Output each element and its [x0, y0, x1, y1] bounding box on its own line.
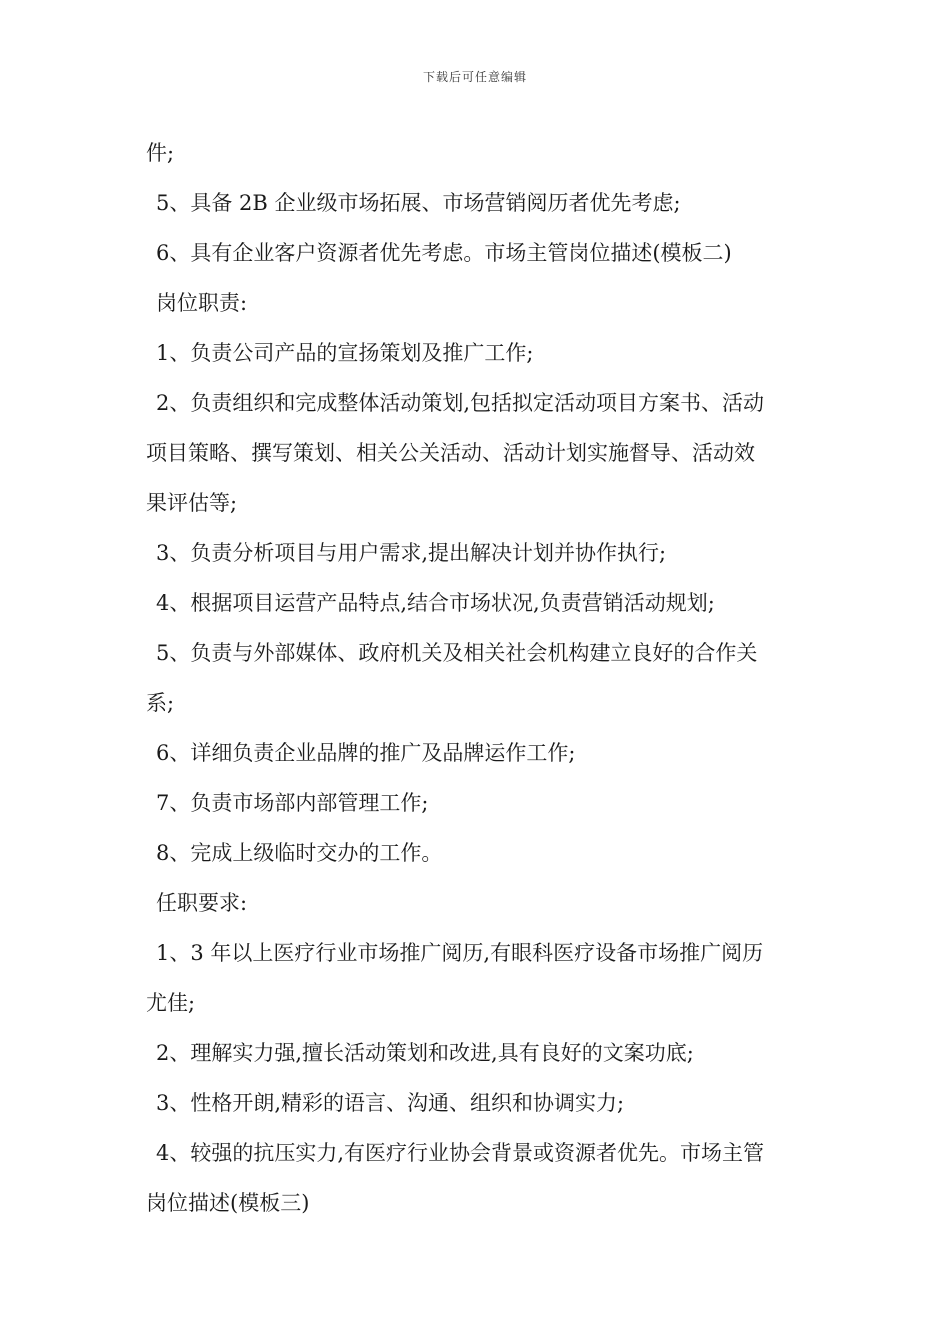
text-line: 尤佳; [146, 991, 196, 1015]
section-heading: 任职要求: [156, 891, 248, 915]
text-line: 件; [146, 141, 175, 165]
text-line: 3、负责分析项目与用户需求,提出解决计划并协作执行; [156, 541, 667, 565]
text-line: 3、性格开朗,精彩的语言、沟通、组织和协调实力; [156, 1091, 625, 1115]
text-line: 5、负责与外部媒体、政府机关及相关社会机构建立良好的合作关 [156, 641, 758, 665]
text-line: 2、负责组织和完成整体活动策划,包括拟定活动项目方案书、活动 [156, 391, 765, 415]
text-line: 7、负责市场部内部管理工作; [156, 791, 429, 815]
text-line: 8、完成上级临时交办的工作。 [156, 841, 443, 865]
text-line: 2、理解实力强,擅长活动策划和改进,具有良好的文案功底; [156, 1041, 694, 1065]
text-line: 1、负责公司产品的宣扬策划及推广工作; [156, 341, 534, 365]
text-line: 果评估等; [146, 491, 238, 515]
section-heading: 岗位职责: [156, 291, 248, 315]
text-line: 系; [146, 691, 175, 715]
document-body [146, 128, 810, 1228]
text-line: 4、根据项目运营产品特点,结合市场状况,负责营销活动规划; [156, 591, 715, 615]
text-line: 项目策略、撰写策划、相关公关活动、活动计划实施督导、活动效 [146, 441, 755, 465]
text-line: 6、具有企业客户资源者优先考虑。市场主管岗位描述(模板二) [156, 241, 732, 265]
text-line: 4、较强的抗压实力,有医疗行业协会背景或资源者优先。市场主管 [156, 1141, 765, 1165]
text-line: 6、详细负责企业品牌的推广及品牌运作工作; [156, 741, 576, 765]
page-header: 下载后可任意编辑 [422, 70, 527, 84]
text-line: 5、具备 2B 企业级市场拓展、市场营销阅历者优先考虑; [156, 191, 681, 215]
text-line: 岗位描述(模板三) [146, 1191, 310, 1215]
text-line: 1、3 年以上医疗行业市场推广阅历,有眼科医疗设备市场推广阅历 [156, 941, 764, 965]
